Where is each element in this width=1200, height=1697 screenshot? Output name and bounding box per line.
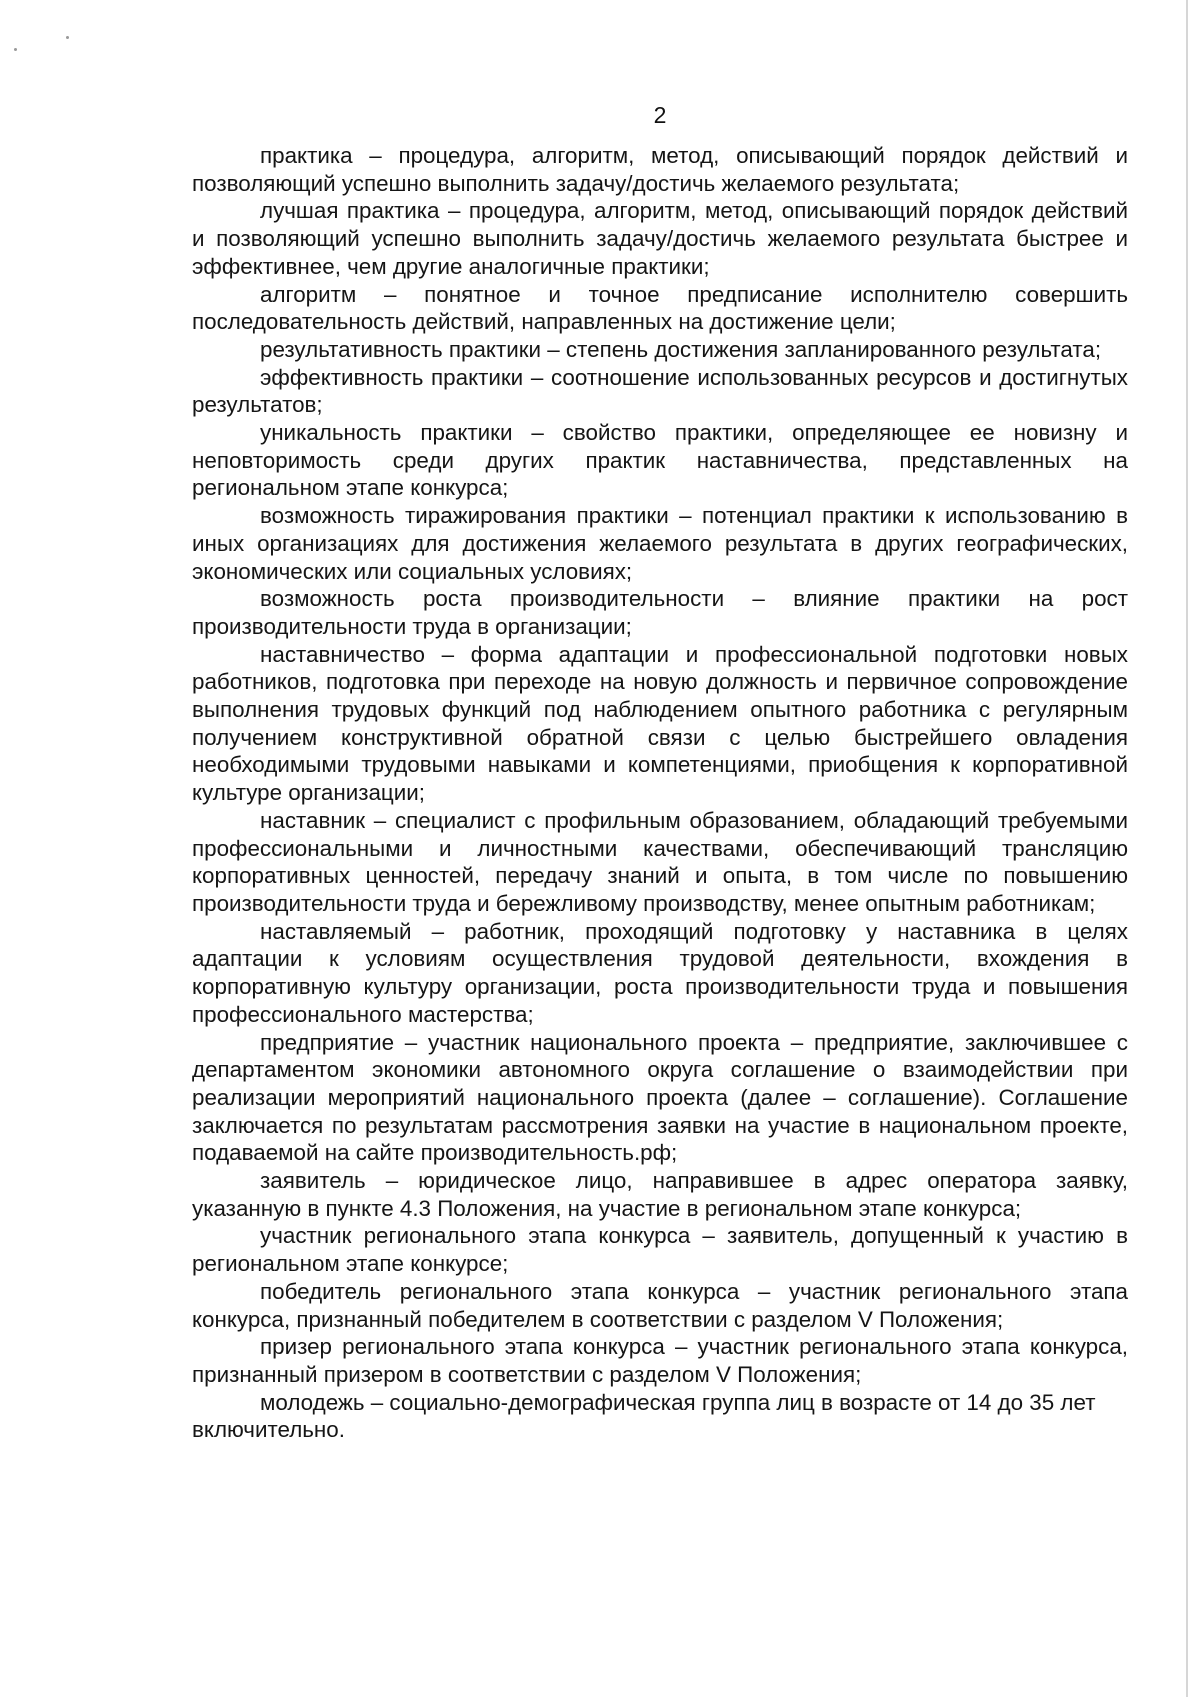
definition-paragraph: заявитель – юридическое лицо, направившее в адрес оператора заявку, указанную в пункте 4.3 Положения, на участие в региональном этапе конкурса;	[192, 1168, 1128, 1221]
definition-paragraph: результативность практики – степень достижения запланированного результата;	[260, 336, 1102, 362]
definition-paragraph: призер регионального этапа конкурса – участник регионального этапа конкурса, признанный призером в соответствии с разделом V Положения;	[192, 1334, 1128, 1387]
definition-paragraph: практика – процедура, алгоритм, метод, описывающий порядок действий и позволяющий успешно выполнить задачу/достичь желаемого результата;	[192, 143, 1128, 196]
definition-paragraph: возможность тиражирования практики – потенциал практики к использованию в иных организациях для достижения желаемого результата в других географических, экономических или социальных условиях;	[192, 503, 1128, 584]
definition-paragraph: наставляемый – работник, проходящий подготовку у наставника в целях адаптации к условиям осуществления трудовой деятельности, вхождения в корпоративную культуру организации, роста производительности труда и повышения профессионального мастерства;	[192, 918, 1128, 1027]
definition-paragraph: уникальность практики – свойство практики, определяющее ее новизну и неповторимость среди других практик наставничества, представленных на региональном этапе конкурса;	[192, 420, 1128, 501]
definition-paragraph: наставник – специалист с профильным образованием, обладающий требуемыми профессиональными и личностными качествами, обеспечивающий трансляцию корпоративных ценностей, передачу знаний и опыта, в том числе по повышению производительности труда и бережливому производству, менее опытным работникам;	[192, 807, 1128, 916]
definitions-text	[192, 142, 1128, 1444]
page-number: 2	[653, 102, 667, 128]
definition-paragraph: молодежь – социально-демографическая группа лиц в возрасте от 14 до 35 лет включительно.	[192, 1389, 1096, 1443]
scan-speck	[14, 48, 17, 51]
definition-paragraph: предприятие – участник национального проекта – предприятие, заключившее с департаментом экономики автономного округа соглашение о взаимодействии при реализации мероприятий национального проекта (далее – соглашение). Соглашение заключается по результатам рассмотрения заявки на участие в национальном проекте, подаваемой на сайте производительность.рф;	[192, 1029, 1128, 1166]
definition-paragraph: наставничество – форма адаптации и профессиональной подготовки новых работников, подготовка при переходе на новую должность и первичное сопровождение выполнения трудовых функций под наблюдением опытного работника с регулярным получением конструктивной обратной связи с целью быстрейшего овладения необходимыми трудовыми навыками и компетенциями, приобщения к корпоративной культуре организации;	[192, 641, 1128, 806]
definition-paragraph: алгоритм – понятное и точное предписание исполнителю совершить последовательность действий, направленных на достижение цели;	[192, 281, 1128, 335]
scan-speck	[66, 36, 69, 39]
definition-paragraph: лучшая практика – процедура, алгоритм, метод, описывающий порядок действий и позволяющий успешно выполнить задачу/достичь желаемого результата быстрее и эффективнее, чем другие аналогичные практики;	[192, 198, 1128, 279]
definition-paragraph: победитель регионального этапа конкурса – участник регионального этапа конкурса, признанный победителем в соответствии с разделом V Положения;	[192, 1278, 1128, 1332]
definition-paragraph: эффективность практики – соотношение использованных ресурсов и достигнутых результатов;	[192, 364, 1128, 418]
definition-paragraph: участник регионального этапа конкурса – заявитель, допущенный к участию в региональном этапе конкурсе;	[192, 1223, 1128, 1277]
scan-edge-line	[1186, 0, 1188, 1697]
definition-paragraph: возможность роста производительности – влияние практики на рост производительности труда в организации;	[192, 586, 1128, 639]
